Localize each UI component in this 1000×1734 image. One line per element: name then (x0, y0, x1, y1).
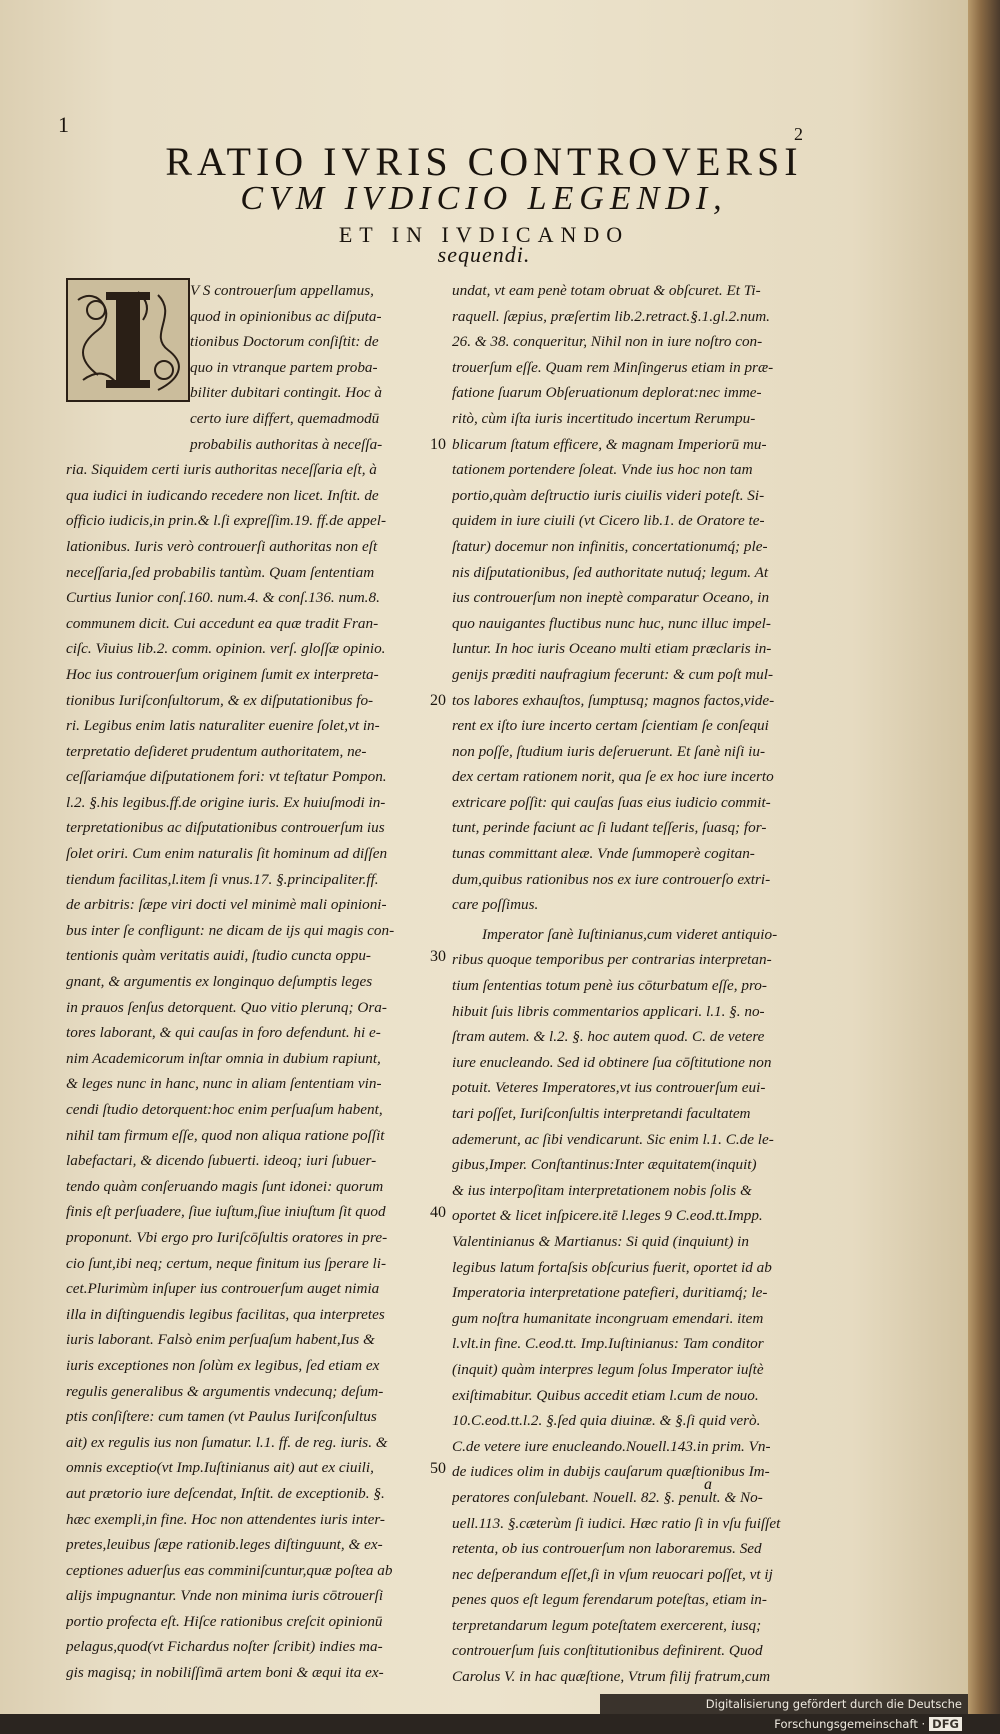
text-line: cendi ſtudio detorquent:hoc enim perſuaſum habent, (66, 1101, 383, 1118)
text-line: raquell. ſæpius, præſertim lib.2.retract.§.1.gl.2.num. (452, 307, 770, 325)
text-line: certo iure differt, quemadmodū (190, 409, 380, 427)
text-line: ait) ex regulis ius non ſumatur. l.1. ff. de reg. iuris. & (66, 1433, 388, 1451)
text-line: blicarum ſtatum efficere, & magnam Imperiorū mu- (452, 435, 767, 453)
text-line: dex certam rationem norit, qua ſe ex hoc iure incerto (452, 768, 774, 786)
text-line: ribus quoque temporibus per contrarias interpretan- (452, 951, 772, 969)
text-line: nec deſperandum eſſet,ſi in vſum reuocari poſſet, vt ij (452, 1565, 773, 1583)
text-line: 10.C.eod.tt.l.2. §.ſed quia diuinæ. & §.ſi quid verò. (452, 1412, 761, 1430)
line-number: 30 (430, 948, 446, 965)
text-line: ptis conſiſtere: cum tamen (vt Paulus Iuriſconſultus (66, 1408, 377, 1426)
text-line: gum noſtra humanitate incongruam emendari. item (452, 1309, 764, 1327)
text-line: undat, vt eam penè totam obruat & obſcuret. Et Ti- (452, 282, 761, 299)
text-line: ſtatur) docemur non infinitis, concertationumq́; ple- (452, 537, 768, 555)
text-line: gis magisq; in nobiliſſimā artem boni & æqui ita ex- (66, 1664, 384, 1682)
title-line-2: CVM IVDICIO LEGENDI, (240, 180, 728, 217)
text-line: tium ſententias totum penè ius cōturbatum eſſe, pro- (452, 977, 767, 995)
text-line: nim Academicorum inſtar omnia in dubium rapiunt, (66, 1049, 381, 1067)
text-line: potuit. Veteres Imperatores,vt ius controuerſum eui- (452, 1079, 766, 1097)
right-text-column (452, 278, 820, 1690)
text-line: quidem in iure ciuili (vt Cicero lib.1. de Oratore te- (452, 512, 765, 530)
text-line: fatione ſuarum Obſeruationum deplorat:nec imme- (452, 384, 762, 402)
text-line: terpretationibus ac diſputationibus controuerſum ius (66, 819, 385, 837)
text-line: officio iudicis,in prin.& l.ſi expreſſim.19. ff.de appel- (66, 512, 387, 530)
text-line: care poſſimus. (452, 896, 539, 914)
text-line: Hoc ius controuerſum originem ſumit ex interpreta- (66, 665, 379, 683)
text-line: tiendum facilitas,l.item ſi vnus.17. §.principaliter.ff. (66, 870, 379, 888)
text-line: lationibus. Iuris verò controuerſi authoritas non eſt (66, 537, 378, 555)
text-line: ria. Siquidem certi iuris authoritas neceſſaria eſt, à (66, 461, 377, 479)
text-line: neceſſaria,ſed probabilis tantùm. Quam ſententiam (66, 563, 375, 581)
text-line: tunas committant aleæ. Vnde ſummoperè cogitan- (452, 845, 755, 863)
text-line: extricare poſſit: qui cauſas ſuas eius iudicio commit- (452, 793, 771, 811)
text-line: probabilis authoritas à neceſſa- (190, 435, 383, 453)
text-line: peratores conſulebant. Nouell. 82. §. penult. & No- (452, 1488, 763, 1506)
text-line: iuris exceptiones non ſolùm ex legibus, ſed etiam ex (66, 1356, 380, 1374)
text-line: ritò, cùm iſta iuris incertitudo incertum Rerumpu- (452, 409, 756, 427)
text-line: nis diſputationibus, ſed authoritate nutuq́; legum. At (452, 563, 769, 581)
text-line: tationem portendere ſoleat. Vnde ius hoc non tam (452, 461, 753, 479)
folio-right: 2 (794, 124, 803, 144)
text-line: & ius interpoſitam interpretationem nobis ſolis & (452, 1181, 752, 1199)
text-line: ceptiones aduerſus eas comminiſcuntur,quæ poſtea ab (66, 1561, 393, 1579)
text-line: qua iudici in iudicando recedere non licet. Inſtit. de (66, 486, 379, 504)
text-line: bus inter ſe confligunt: ne dicam de ijs qui magis con- (66, 921, 395, 939)
text-line: de iudices olim in dubijs cauſarum quæſtionibus Im- (452, 1463, 770, 1481)
text-line: exiſtimabitur. Quibus accedit etiam l.cum de nouo. (452, 1386, 759, 1404)
text-line: regulis generalibus & argumentis vndecunq; deſum- (66, 1382, 384, 1400)
text-line: labefactari, & dicendo ſubuerti. ideoq; iuri ſubuer- (66, 1152, 377, 1170)
line-number: 50 (430, 1460, 446, 1477)
left-text-column (66, 278, 426, 1686)
line-number: 10 (430, 436, 446, 453)
dfg-logo: DFG (929, 1717, 962, 1731)
text-line: legibus latum fortaſsis obſcurius fuerit, oportet id ab (452, 1258, 772, 1276)
text-line: C.de vetere iure enucleando.Nouell.143.in prim. Vn- (452, 1437, 771, 1455)
text-line: rent ex iſto iure incerto certam ſcientiam ſe conſequi (452, 717, 769, 735)
text-line: tionibus Doctorum conſiſtit: de (190, 333, 379, 351)
text-line: communem dicit. Cui accedunt ea quæ tradit Fran- (66, 614, 379, 632)
text-line: genijs præditi naufragium fecerunt: & cum poſt mul- (452, 665, 774, 683)
text-line: tores laborant, & qui cauſas in foro defendunt. hi e- (66, 1024, 381, 1042)
text-line: tendo quàm conſeruando magis ſunt idonei: quorum (66, 1177, 384, 1195)
text-line: gibus,Imper. Conſtantinus:Inter æquitatem(inquit) (452, 1156, 757, 1174)
text-line: penes quos eſt legum ferendarum poteſtas, etiam in- (452, 1591, 767, 1609)
text-line: tionibus Iuriſconſultorum, & ex diſputationibus fo- (66, 691, 374, 709)
text-line: non poſſe, ſtudium iuris deſeruerunt. Et ſanè niſi iu- (452, 742, 766, 760)
decorated-initial-i (66, 278, 190, 402)
text-line: omnis exceptio(vt Imp.Iuſtinianus ait) aut ex ciuili, (66, 1459, 374, 1477)
text-line: ſolet oriri. Cum enim naturalis ſit hominum ad diſſen (66, 845, 388, 863)
folio-left: 1 (58, 112, 69, 137)
footer-text: Digitalisierung gefördert durch die Deutsche Forschungsgemeinschaft · (705, 1697, 962, 1731)
text-line: tunt, perinde faciunt ac ſi ludant teſſeris, ſuasq; for- (452, 819, 767, 837)
text-line: & leges nunc in hanc, nunc in aliam ſententiam vin- (66, 1075, 382, 1093)
text-line: pelagus,quod(vt Fichardus noſter ſcribit) indies ma- (66, 1638, 383, 1656)
text-line: Imperator ſanè Iuſtinianus,cum videret antiquio- (482, 925, 778, 943)
text-line: finis eſt perſuadere, ſiue iuſtum,ſiue iniuſtum ſit quod (66, 1203, 386, 1221)
page-edge (968, 0, 1000, 1714)
text-line: oportet & licet inſpicere.itē l.leges 9 C.eod.tt.Impp. (452, 1207, 763, 1225)
text-line: retenta, ob ius controuerſum non laboraremus. Sed (452, 1540, 762, 1558)
text-line: biliter dubitari contingit. Hoc à (190, 384, 382, 402)
text-line: tari poſſet, Iuriſconſultis interpretandi facultatem (452, 1105, 751, 1122)
text-line: ri. Legibus enim latis naturaliter euenire ſolet,vt in- (66, 717, 380, 735)
text-line: Imperatoria interpretatione patefieri, duritiamq́; le- (452, 1284, 768, 1302)
text-line: ademerunt, ac ſibi vendicarunt. Sic enim l.1. C.de le- (452, 1130, 774, 1148)
title-line-3: ET IN IVDICANDO (338, 222, 630, 247)
text-line: uell.113. §.cæterùm ſi iudici. Hæc ratio ſi in vſu fuiſſet (452, 1514, 781, 1532)
text-line: V S controuerſum appellamus, (190, 282, 374, 299)
text-line: ius controuerſum non ineptè comparatur Oceano, in (452, 589, 770, 607)
text-line: luntur. In hoc iuris Oceano multi etiam præclaris in- (452, 640, 772, 658)
text-line: Curtius Iunior conſ.160. num.4. & conſ.136. num.8. (66, 589, 380, 607)
text-line: trouerſum eſſe. Quam rem Minſingerus etiam in præ- (452, 358, 774, 376)
text-line: quo in vtranque partem proba- (190, 358, 378, 376)
line-number: 20 (430, 692, 446, 709)
text-line: pretes,leuibus ſæpe rationib.leges diſtinguunt, & ex- (66, 1536, 383, 1554)
title-line-1: RATIO IVRIS CONTROVERSI (165, 139, 803, 184)
text-line: terpretatio deſideret prudentum authoritatem, ne- (66, 742, 367, 760)
text-line: ciſc. Viuius lib.2. comm. opinion. verſ. gloſſæ opinio. (66, 640, 386, 658)
text-line: portio,quàm deſtructio iuris ciuilis videri poteſt. Si- (452, 486, 765, 504)
text-line: tentionis quàm veritatis auidi, ſtudio cuncta oppu- (66, 947, 371, 965)
text-line: (inquit) quàm interpres legum ſolus Imperator iuſtè (452, 1360, 764, 1378)
line-number: 40 (430, 1204, 446, 1221)
text-line: alijs impugnantur. Vnde non minima iuris cōtrouerſi (66, 1587, 384, 1605)
text-line: aut prætorio iure deſcendat, Inſtit. de exceptionib. §. (66, 1484, 385, 1502)
text-line: tos labores exhauſtos, ſumptusq; magnos factos,vide- (452, 691, 775, 709)
text-line: l.2. §.his legibus.ff.de origine iuris. Ex huiuſmodi in- (66, 793, 386, 811)
text-line: hibuit ſuis libris commentarios applicari. l.1. §. no- (452, 1002, 765, 1020)
text-line: controuerſum ſuis conſtitutionibus definirent. Quod (452, 1642, 763, 1660)
text-line: hæc exempli,in fine. Hoc non attendentes iuris inter- (66, 1510, 385, 1528)
text-line: quo nauigantes fluctibus nunc huc, nunc illuc impel- (452, 614, 771, 632)
text-line: proponunt. Vbi ergo pro Iuriſcōſultis oratores in pre- (66, 1228, 388, 1246)
title-line-4: sequendi. (437, 242, 531, 267)
text-line: portio profecta eſt. Hiſce rationibus creſcit opinionū (66, 1612, 383, 1630)
text-line: quod in opinionibus ac diſputa- (190, 307, 382, 325)
text-line: ceſſariamq́ue diſputationem fori: vt teſtatur Pompon. (66, 768, 387, 786)
text-line: iuris laborant. Falsò enim perſuaſum habent,Ius & (66, 1331, 375, 1349)
text-line: ſtram autem. & l.2. §. hoc autem quod. C. de vetere (452, 1028, 765, 1046)
digitization-footer (600, 1694, 968, 1731)
text-line: cet.Plurimùm inſuper ius controuerſum auget nimia (66, 1280, 380, 1298)
text-line: Valentinianus & Martianus: Si quid (inquiunt) in (452, 1232, 749, 1250)
text-line: dum,quibus rationibus nos ex iure controuerſo extri- (452, 870, 771, 888)
text-line: 26. & 38. conqueritur, Nihil non in iure noſtro con- (452, 333, 763, 351)
text-line: iure enucleando. Sed id obtinere ſua cōſtitutione non (452, 1053, 772, 1071)
text-line: Carolus V. in hac quæſtione, Vtrum filij fratrum,cum (452, 1668, 771, 1686)
text-line: illa in diſtinguendis legibus facilitas, qua interpretes (66, 1305, 385, 1323)
text-line: l.vlt.in fine. C.eod.tt. Imp.Iuſtinianus: Tam conditor (452, 1335, 764, 1353)
text-line: cio ſunt,ibi neq; certum, neque finitum ius ſperare li- (66, 1254, 387, 1272)
text-line: nihil tam firmum eſſe, quod non aliqua ratione poſſit (66, 1126, 385, 1144)
catchword: a (704, 1476, 712, 1493)
text-line: in prauos ſenſus detorquent. Quo vitio plerunq; Ora- (66, 998, 387, 1016)
text-line: terpretandarum legum poteſtatem exercerent, iusq; (452, 1616, 762, 1634)
text-line: gnant, & argumentis ex longinquo deſumptis leges (66, 973, 373, 991)
text-line: de arbitris: ſæpe viri docti vel minimè mali opinioni- (66, 896, 387, 914)
